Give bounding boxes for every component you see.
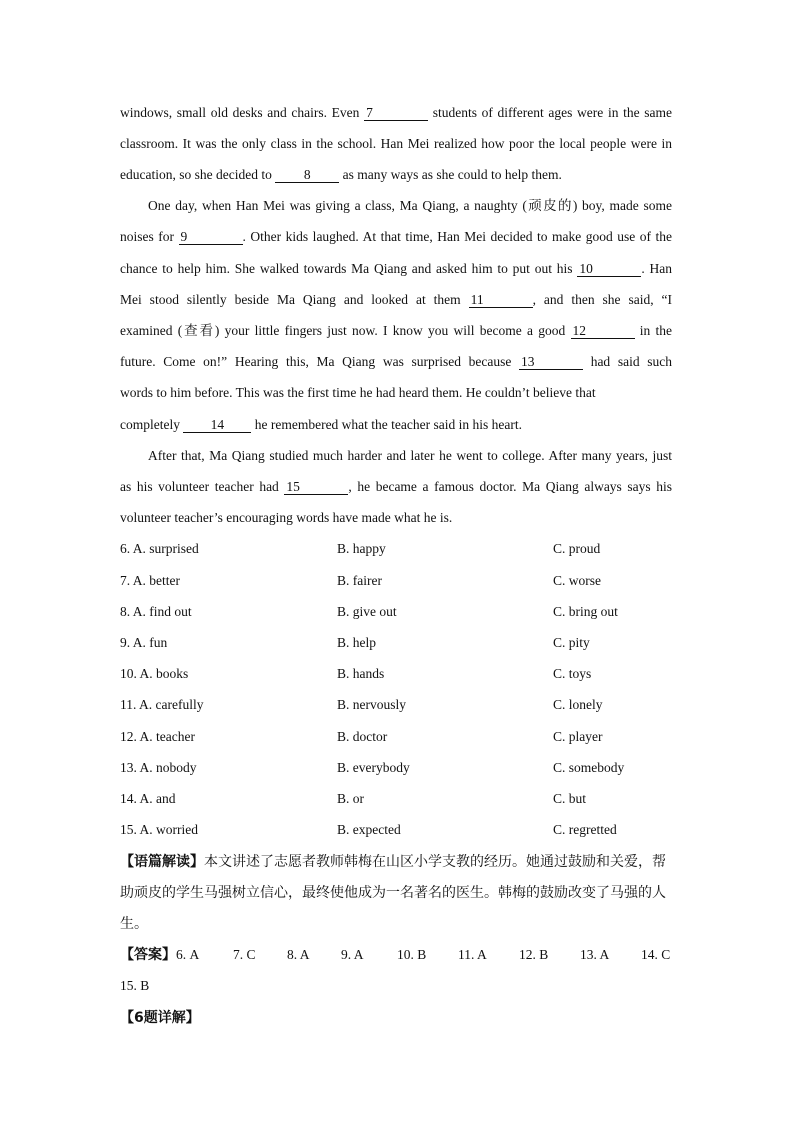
text: future. Come on!” Hearing this, Ma Qiang was surprised because [120, 354, 520, 369]
answer-6: 6. A [176, 947, 200, 962]
option-9-c: C. pity [553, 635, 590, 650]
analysis-line-1 [120, 853, 672, 871]
option-15-b: B. expected [337, 822, 401, 837]
passage-line-8 [120, 322, 672, 340]
answer-11: 11. A [458, 947, 487, 962]
option-6-c: C. proud [553, 541, 601, 556]
text: . Other kids laughed. At that time, Han Mei decided to make good use of the [242, 229, 673, 244]
option-12-b: B. doctor [337, 729, 388, 744]
option-13-c: C. somebody [553, 760, 625, 775]
answers-label: 【答案】 [120, 947, 176, 963]
option-8-a: 8. A. find out [120, 604, 192, 619]
detail-heading: 【6题详解】 [120, 1010, 200, 1026]
text: students of different ages were in the same [428, 105, 672, 120]
option-8-b: B. give out [337, 604, 397, 619]
blank-14: 14 [183, 417, 251, 433]
passage-line-2: classroom. It was the only class in the school. Han Mei realized how poor the local people were in [120, 136, 672, 151]
answer-10: 10. B [397, 947, 427, 962]
option-10-b: B. hands [337, 666, 385, 681]
blank-11: 11 [469, 292, 533, 308]
blank-10: 10 [577, 261, 641, 277]
text: , he became a famous doctor. Ma Qiang always says his [348, 479, 672, 494]
option-7-c: C. worse [553, 573, 601, 588]
option-10-a: 10. A. books [120, 666, 189, 681]
option-9-b: B. help [337, 635, 376, 650]
answer-8: 8. A [287, 947, 310, 962]
option-14-c: C. but [553, 791, 587, 806]
blank-9: 9 [179, 229, 243, 245]
analysis-line-2: 助顽皮的学生马强树立信心，最终使他成为一名著名的医生。韩梅的鼓励改变了马强的人 [120, 885, 666, 901]
text: as many ways as she could to help them. [339, 167, 562, 182]
text: had said such [583, 354, 673, 369]
option-9-a: 9. A. fun [120, 635, 168, 650]
option-7-a: 7. A. better [120, 573, 180, 588]
text: in the [634, 323, 672, 338]
text: windows, small old desks and chairs. Even [120, 105, 365, 120]
text: . Han [641, 261, 672, 276]
text: completely [120, 417, 184, 432]
option-12-a: 12. A. teacher [120, 729, 195, 744]
answer-12: 12. B [519, 947, 549, 962]
option-13-b: B. everybody [337, 760, 410, 775]
answer-15: 15. B [120, 978, 150, 993]
option-10-c: C. toys [553, 666, 592, 681]
answer-13: 13. A [580, 947, 610, 962]
option-15-a: 15. A. worried [120, 822, 198, 837]
passage-line-14: volunteer teacher’s encouraging words have made what he is. [120, 510, 453, 525]
answer-9: 9. A [341, 947, 364, 962]
analysis-line-3: 生。 [120, 916, 148, 932]
option-7-b: B. fairer [337, 573, 382, 588]
text: as his volunteer teacher had [120, 479, 285, 494]
blank-8: 8 [275, 167, 339, 183]
option-13-a: 13. A. nobody [120, 760, 197, 775]
passage-line-10: words to him before. This was the first time he had heard them. He couldn’t believe that [120, 385, 596, 400]
passage-line-1 [120, 104, 672, 122]
passage-line-3 [120, 166, 672, 184]
text: noises for [120, 229, 179, 244]
blank-7: 7 [364, 105, 428, 121]
text: 本文讲述了志愿者教师韩梅在山区小学支教的经历。她通过鼓励和关爱，帮 [204, 854, 666, 870]
option-8-c: C. bring out [553, 604, 618, 619]
text: chance to help him. She walked towards Ma Qiang and asked him to put out his [120, 261, 578, 276]
passage-line-6 [120, 260, 672, 278]
passage-line-13 [120, 478, 672, 496]
option-6-a: 6. A. surprised [120, 541, 199, 556]
passage-line-12: After that, Ma Qiang studied much harder and later he went to college. After many years, just [148, 448, 672, 463]
option-15-c: C. regretted [553, 822, 617, 837]
option-11-c: C. lonely [553, 697, 603, 712]
blank-15: 15 [284, 479, 348, 495]
option-11-b: B. nervously [337, 697, 406, 712]
analysis-label: 【语篇解读】 [120, 854, 204, 870]
text: examined (查看) your little fingers just now. I know you will become a good [120, 323, 571, 338]
text: Mei stood silently beside Ma Qiang and looked at them [120, 292, 469, 307]
option-14-a: 14. A. and [120, 791, 176, 806]
answers-line [120, 946, 199, 964]
blank-12: 12 [571, 323, 635, 339]
passage-line-7 [120, 291, 672, 309]
answer-7: 7. C [233, 947, 256, 962]
option-12-c: C. player [553, 729, 603, 744]
blank-13: 13 [519, 354, 583, 370]
answer-14: 14. C [641, 947, 671, 962]
text: , and then she said, “I [532, 292, 673, 307]
option-6-b: B. happy [337, 541, 386, 556]
option-11-a: 11. A. carefully [120, 697, 204, 712]
text: he remembered what the teacher said in his heart. [251, 417, 522, 432]
passage-line-5 [120, 228, 672, 246]
passage-line-9 [120, 353, 672, 371]
option-14-b: B. or [337, 791, 364, 806]
passage-line-11 [120, 416, 672, 434]
text: education, so she decided to [120, 167, 276, 182]
passage-line-4: One day, when Han Mei was giving a class, Ma Qiang, a naughty (顽皮的) boy, made some [148, 198, 672, 213]
